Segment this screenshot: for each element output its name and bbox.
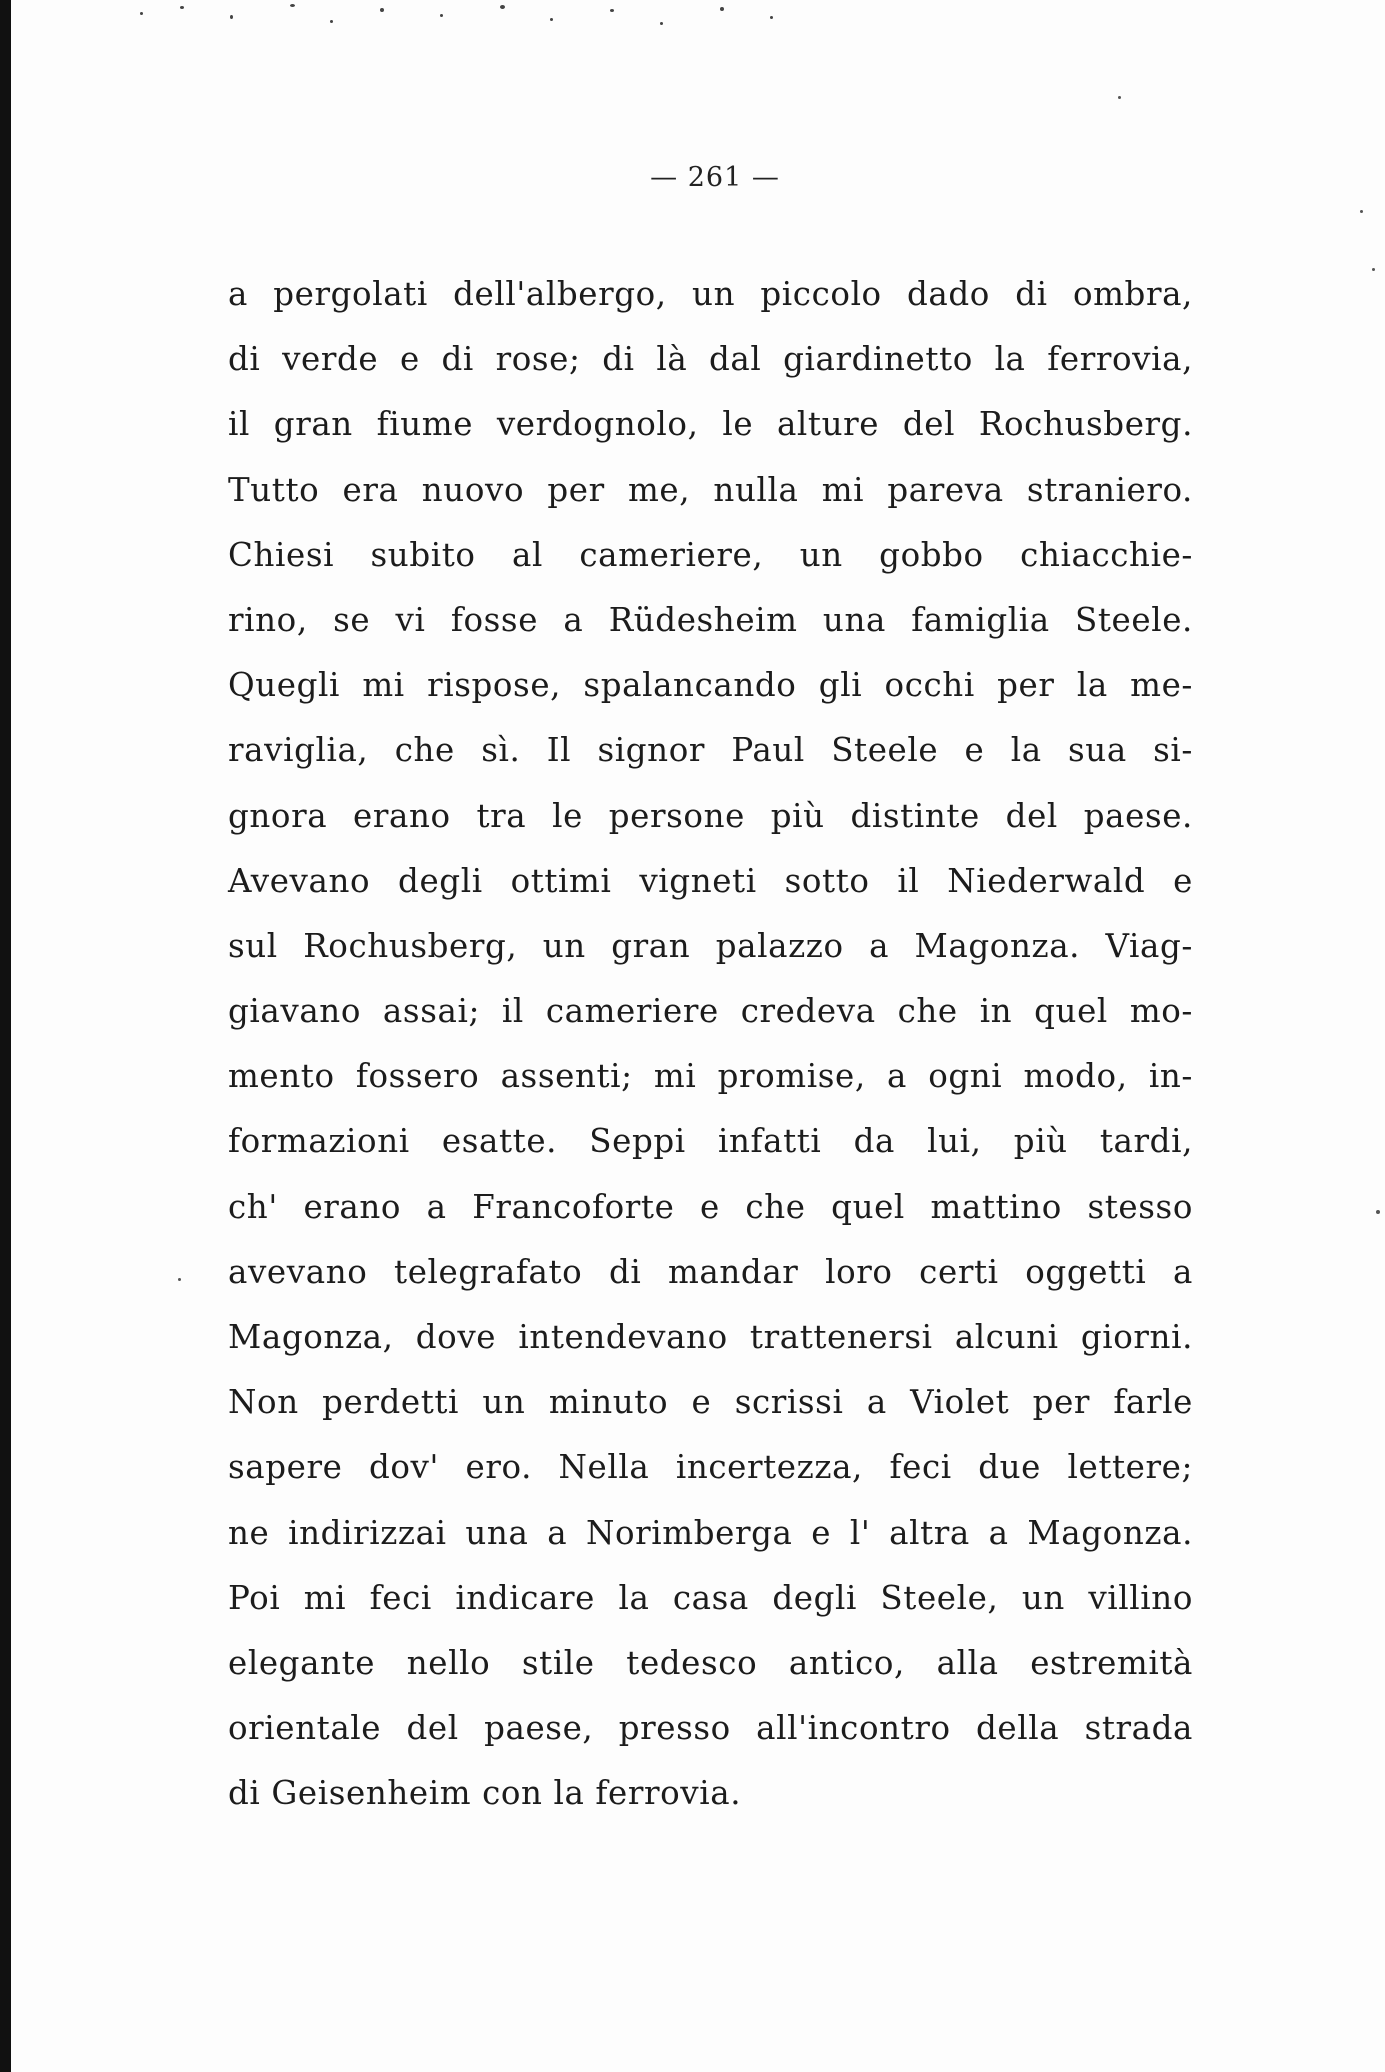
text-line: elegante nello stile tedesco antico, alla estremità bbox=[228, 1643, 1193, 1682]
text-line: rino, se vi fosse a Rüdesheim una famiglia Steele. bbox=[228, 600, 1193, 639]
text-line: sul Rochusberg, un gran palazzo a Magonza. Viag- bbox=[228, 926, 1193, 965]
scan-noise bbox=[120, 0, 800, 40]
text-line: mento fossero assenti; mi promise, a ogni modo, in- bbox=[228, 1057, 1193, 1096]
scan-speck bbox=[1360, 210, 1363, 213]
scan-speck bbox=[1118, 96, 1121, 99]
text-line: avevano telegrafato di mandar loro certi oggetti a bbox=[228, 1252, 1193, 1291]
body-text bbox=[228, 262, 1193, 1827]
text-line: Chiesi subito al cameriere, un gobbo chiacchie- bbox=[228, 535, 1193, 574]
text-line: Non perdetti un minuto e scrissi a Violet per farle bbox=[228, 1383, 1193, 1422]
text-line: sapere dov' ero. Nella incertezza, feci due lettere; bbox=[228, 1448, 1193, 1487]
scan-speck bbox=[1376, 1210, 1380, 1214]
text-line: Quegli mi rispose, spalancando gli occhi per la me- bbox=[228, 666, 1193, 705]
text-line: ch' erano a Francoforte e che quel mattino stesso bbox=[228, 1187, 1193, 1226]
text-line: Poi mi feci indicare la casa degli Steele, un villino bbox=[228, 1578, 1193, 1617]
text-line: raviglia, che sì. Il signor Paul Steele e la sua si- bbox=[228, 731, 1193, 770]
text-line: orientale del paese, presso all'incontro della strada bbox=[228, 1709, 1193, 1748]
text-line: di Geisenheim con la ferrovia. bbox=[228, 1774, 742, 1813]
text-line: giavano assai; il cameriere credeva che in quel mo- bbox=[228, 992, 1193, 1031]
text-line: Tutto era nuovo per me, nulla mi pareva straniero. bbox=[228, 470, 1193, 509]
text-line: formazioni esatte. Seppi infatti da lui, più tardi, bbox=[228, 1122, 1193, 1161]
text-line: gnora erano tra le persone più distinte del paese. bbox=[228, 796, 1193, 835]
scan-speck bbox=[1372, 268, 1375, 271]
text-line: Magonza, dove intendevano trattenersi alcuni giorni. bbox=[228, 1318, 1193, 1356]
text-line: ne indirizzai una a Norimberga e l' altra a Magonza. bbox=[228, 1513, 1193, 1552]
scan-speck bbox=[178, 1278, 181, 1281]
page-binding-edge bbox=[0, 0, 11, 2072]
page-number: — 261 — bbox=[650, 162, 780, 193]
text-line: il gran fiume verdognolo, le alture del Rochusberg. bbox=[228, 405, 1193, 444]
text-line: Avevano degli ottimi vigneti sotto il Niederwald e bbox=[228, 861, 1193, 900]
text-line: di verde e di rose; di là dal giardinetto la ferrovia, bbox=[228, 340, 1193, 379]
text-line: a pergolati dell'albergo, un piccolo dado di ombra, bbox=[228, 275, 1193, 313]
